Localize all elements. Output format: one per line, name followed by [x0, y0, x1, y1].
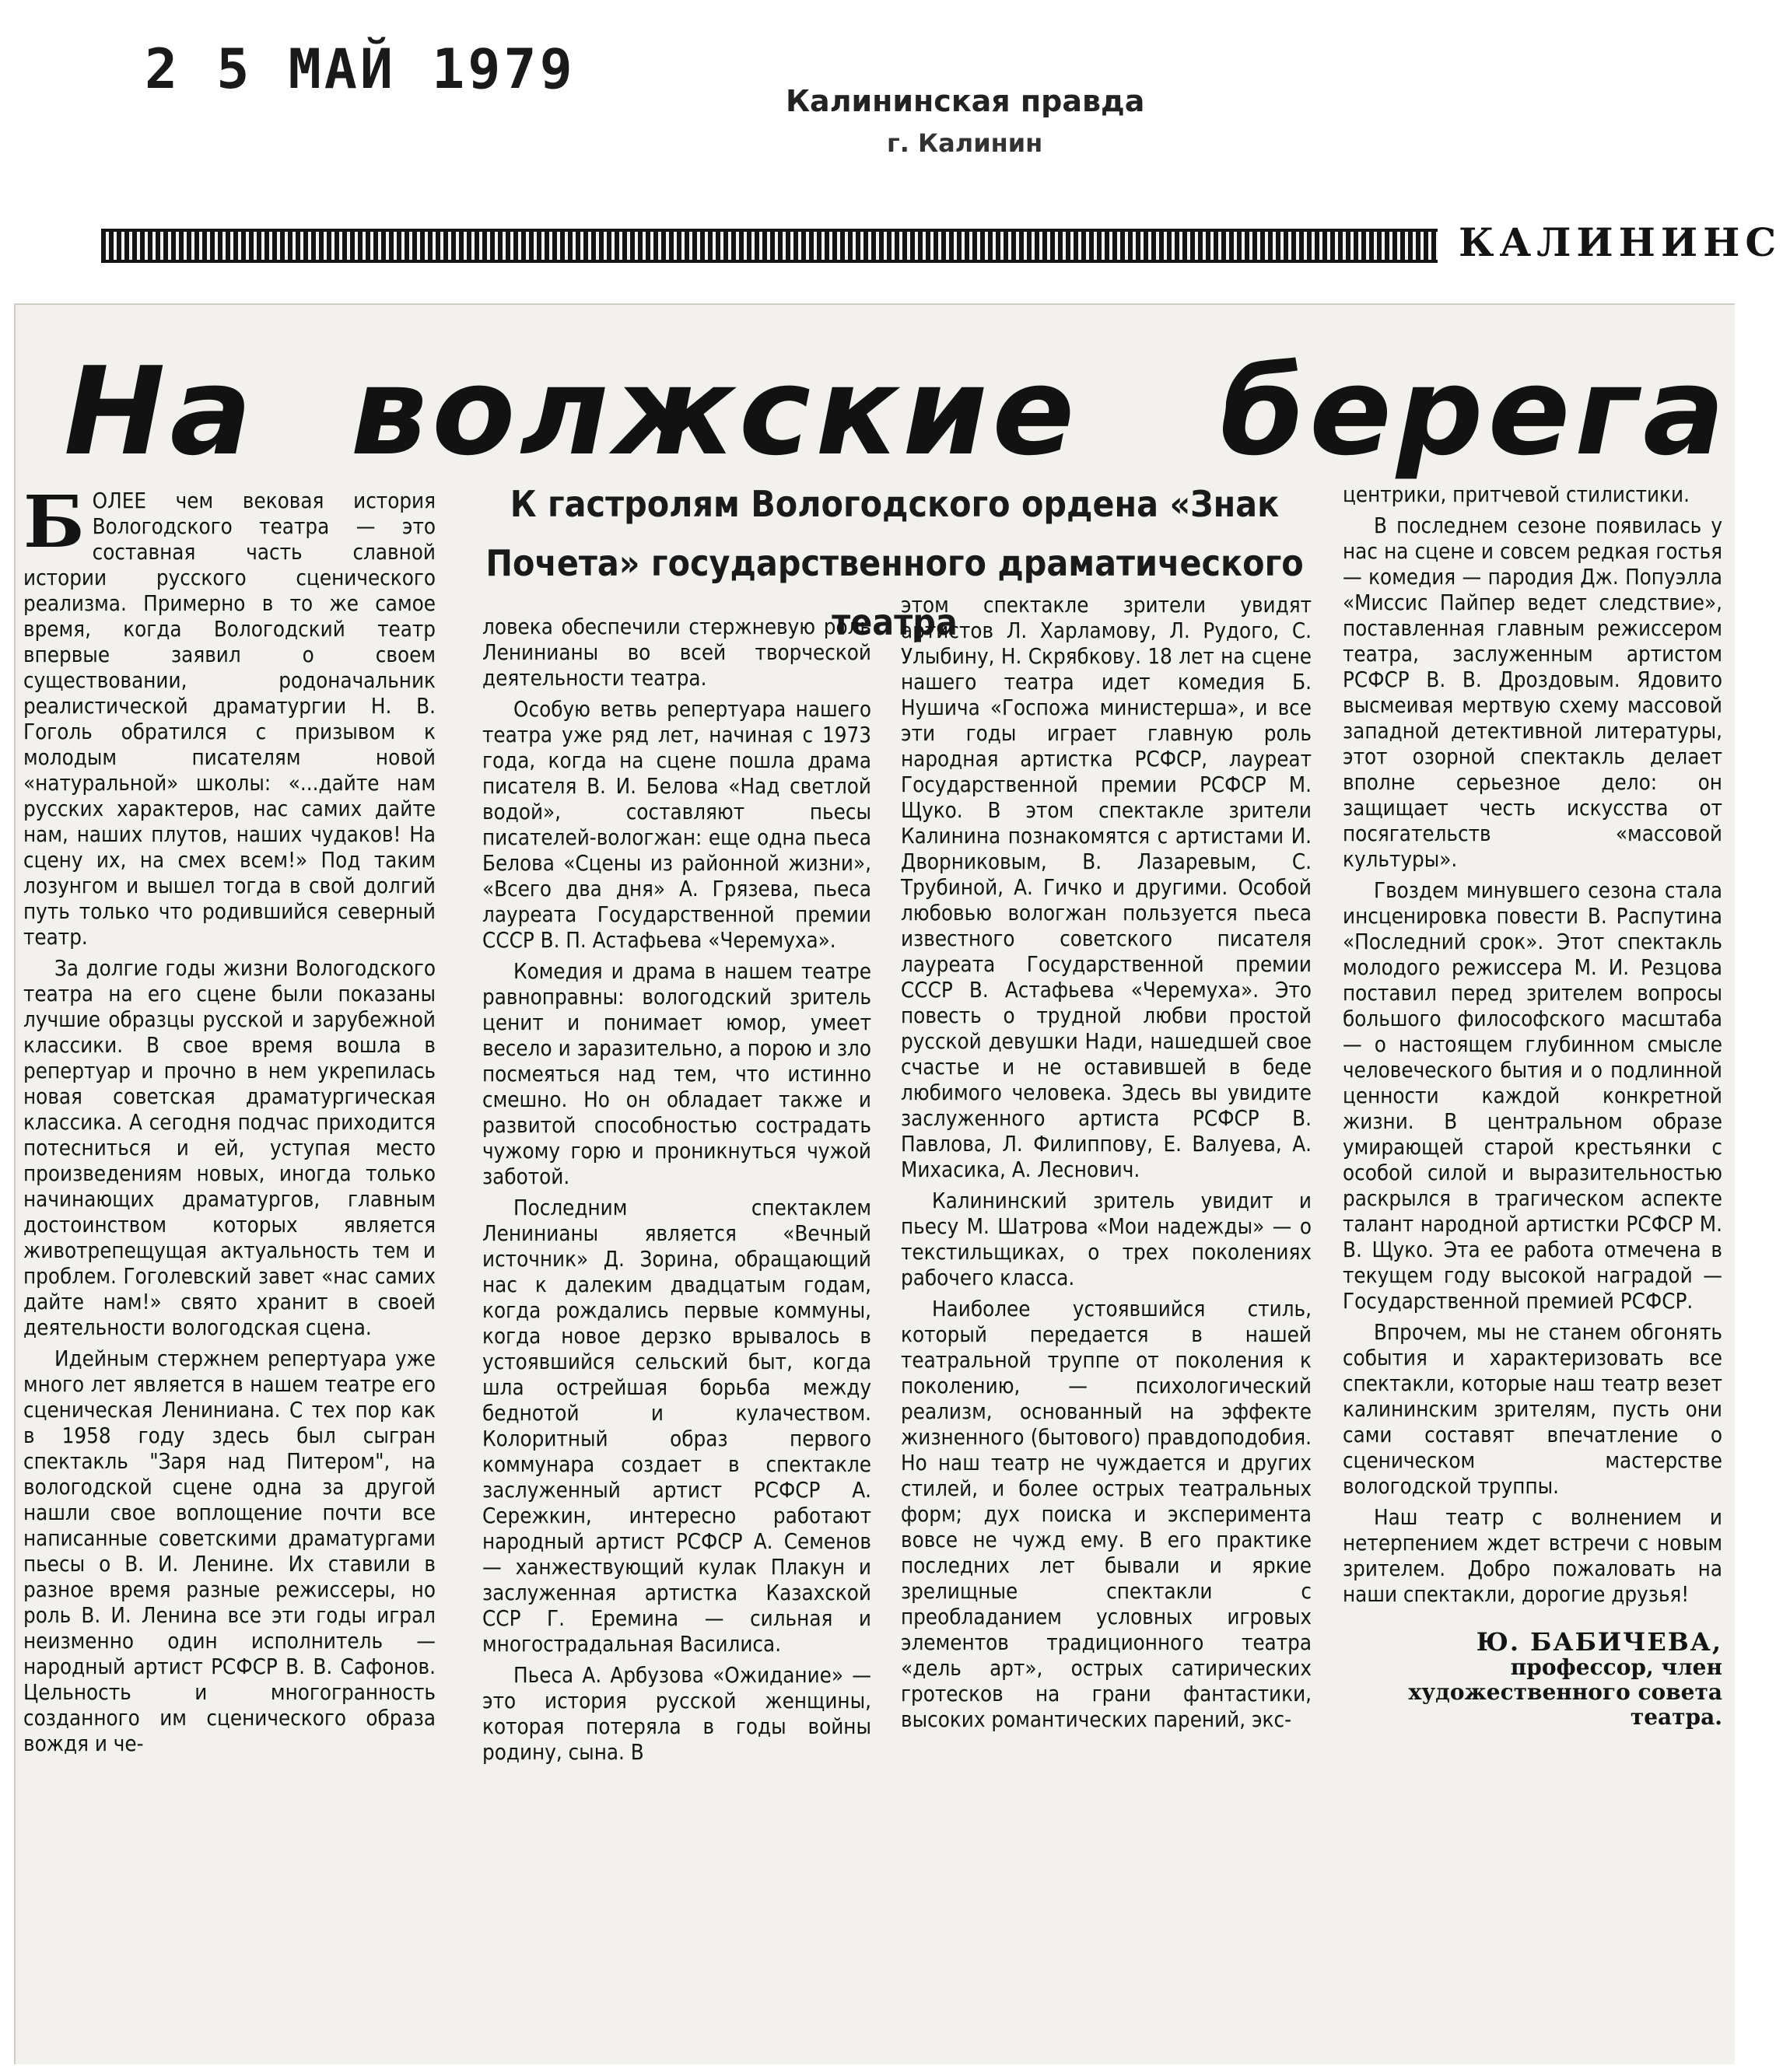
article-column-4 [1343, 482, 1722, 1730]
paragraph: этом спектакле зрители увидят артистов Л. Харламову, Л. Рудого, С. Улыбину, Н. Скрябкову. 18 лет на сцене нашего театра идет комедия Б. Нушича «Госпожа министерша», и все эти годы играет главную роль народная артистка РСФСР, лауреат Государственной премии РСФСР М. Щуко. В этом спектакле зрители Калинина познакомятся с артистами И. Дворниковым, В. Лазаревым, С. Трубиной, А. Гичко и другими. Особой любовью вологжан пользуется пьеса известного советского писателя лауреата Государственной премии СССР В. Астафьева «Черемуха». Это повесть о трудной любви простой русской девушки Нади, нашедшей свое счастье и не оставившей в беде любимого человека. Здесь вы увидите заслуженного артиста РСФСР В. Павлова, Л. Филиппову, Е. Валуева, А. Михасика, А. Леснович. [901, 593, 1312, 1182]
masthead-rule [101, 229, 1438, 263]
article-column-2 [482, 614, 871, 1771]
article-subheadline: К гастролям Вологодского ордена «Знак Почета» государственного драматического театра [485, 483, 1304, 643]
paragraph: Последним спектаклем Ленинианы является «Вечный источник» Д. Зорина, обращающий нас к далеким двадцатым годам, когда рождались первые коммуны, когда новое дерзко врывалось в устоявшийся сельский быт, когда шла острейшая борьба между беднотой и кулачеством. Колоритный образ первого коммунара создает в спектакле заслуженный артист РСФСР А. Сережкин, интересно работают народный артист РСФСР А. Семенов — ханжествующий кулак Плакун и заслуженная артистка Казахской ССР Г. Еремина — сильная и многострадальная Василиса. [482, 1195, 871, 1657]
paragraph: ловека обеспечили стержневую роль Ленинианы во всей творческой деятельности театра. [482, 614, 871, 691]
paragraph [23, 480, 436, 950]
paragraph: Наш театр с волнением и нетерпением ждет встречи с новым зрителем. Добро пожаловать на наши спектакли, дорогие друзья! [1343, 1505, 1722, 1607]
paragraph: Комедия и драма в нашем театре равноправны: вологодский зритель ценит и понимает юмор, умеет весело и заразительно, а порою и зло посмеяться над тем, что истинно смешно. Но он обладает также и развитой способностью сострадать чужому горю и проникнуться чужой заботой. [482, 959, 871, 1189]
newspaper-masthead [101, 219, 1782, 265]
paragraph: В последнем сезоне появилась у нас на сцене и совсем редкая гостья — комедия — пародия Дж. Попуэлла «Миссис Пайпер ведет следствие», поставленная главным режиссером театра, заслуженным артистом РСФСР В. В. Дроздовым. Ядовито высмеивая мертвую схему массовой западной детективной литературы, этот озорной спектакль делает вполне серьезное дело: он защищает честь искусства от посягательств «массовой культуры». [1343, 513, 1722, 872]
newspaper-name-stamp: Калининская правда [786, 84, 1145, 118]
city-stamp: г. Калинин [887, 128, 1043, 158]
author-role: профессор, член художественного совета театра. [1408, 1654, 1722, 1730]
author-signature [1343, 1629, 1722, 1730]
paragraph: Гвоздем минувшего сезона стала инсценировка повести В. Распутина «Последний срок». Этот спектакль молодого режиссера М. И. Резцова поставил перед зрителем вопросы большого философского масштаба — о настоящем глубинном смысле человеческого бытия и о подлинной ценности каждой конкретной жизни. В центральном образе умирающей старой крестьянки с особой силой и выразительностью раскрылся в трагическом аспекте талант народной артистки РСФСР М. В. Щуко. Эта ее работа отмечена в текущем году высокой наградой — Государственной премией РСФСР. [1343, 878, 1722, 1314]
paragraph: Наиболее устоявшийся стиль, который передается в нашей театральной труппе от поколения к поколению, — психологический реализм, основанный на эффекте жизненного (бытового) правдоподобия. Но наш театр не чуждается и других стилей, и более острых театральных форм; дух поиска и эксперимента вовсе не чужд ему. В его практике последних лет бывали и яркие зрелищные спектакли с преобладанием условных игровых элементов традиционного театра «дель арт», острых сатирических гротесков на грани фантастики, высоких романтических парений, экс- [901, 1297, 1312, 1732]
archive-date-stamp: 2 5 МАЙ 1979 [145, 37, 576, 101]
article-column-1 [23, 480, 436, 1762]
paragraph: За долгие годы жизни Вологодского театра на его сцене были показаны лучшие образцы русской и зарубежной классики. В свое время вошла в репертуар и прочно в нем укрепилась новая советская драматургическая классика. А сегодня подчас приходится потесниться и ей, уступая место произведениям новых, иногда только начинающих драматургов, главным достоинством которых является животрепещущая актуальность тем и проблем. Гоголевский завет «нас самих дайте нам!» свято хранит в своей деятельности вологодская сцена. [23, 956, 436, 1340]
article-headline: На волжские берега [64, 341, 1730, 482]
drop-cap: Б [23, 480, 85, 564]
paragraph: Пьеса А. Арбузова «Ожидание» — это история русской женщины, которая потеряла в годы войны родину, сына. В [482, 1663, 871, 1765]
paragraph: Идейным стержнем репертуара уже много лет является в нашем театре его сценическая Лениниана. С тех пор как в 1958 году здесь был сыгран спектакль "Заря над Питером", на вологодской сцене одна за другой нашли свое воплощение почти все написанные советскими драматургами пьесы о В. И. Ленине. Их ставили в разное время разные режиссеры, но роль В. И. Ленина все эти годы играл неизменно один исполнитель — народный артист РСФСР В. В. Сафонов. Цельность и многогранность созданного им сценического образа вождя и че- [23, 1346, 436, 1756]
masthead-title: КАЛИНИНС [1459, 219, 1782, 265]
paragraph: Особую ветвь репертуара нашего театра уже ряд лет, начиная с 1973 года, когда на сцене пошла драма писателя В. И. Белова «Над светлой водой», составляют пьесы писателей-вологжан: еще одна пьеса Белова «Сцены из районной жизни», «Всего два дня» А. Грязева, пьеса лауреата Государственной премии СССР В. П. Астафьева «Черемуха». [482, 697, 871, 953]
article-column-3 [901, 593, 1312, 1738]
paragraph: Впрочем, мы не станем обгонять события и характеризовать все спектакли, которые наш театр везет калининским зрителям, пусть они сами составят впечатление о сценическом мастерстве вологодской труппы. [1343, 1320, 1722, 1499]
author-name: Ю. БАБИЧЕВА, [1476, 1627, 1722, 1657]
paragraph: Калининский зритель увидит и пьесу М. Шатрова «Мои надежды» — о текстильщиках, о трех поколениях рабочего класса. [901, 1188, 1312, 1290]
paragraph-text: ОЛЕЕ чем вековая история Вологодского театра — это составная часть славной истории русского сценического реализма. Примерно в то же самое время, когда Вологодский театр впервые заявил о своем существовании, родоначальник реалистической драматургии Н. В. Гоголь обратился с призывом к молодым писателям новой «натуральной» школы: «...дайте нам русских характеров, нас самих дайте нам, наших плутов, наших чудаков! На сцену их, на смех всем!» Под таким лозунгом и вышел тогда в свой долгий путь только что родившийся северный театр. [23, 488, 436, 950]
paragraph: центрики, притчевой стилистики. [1343, 482, 1690, 507]
